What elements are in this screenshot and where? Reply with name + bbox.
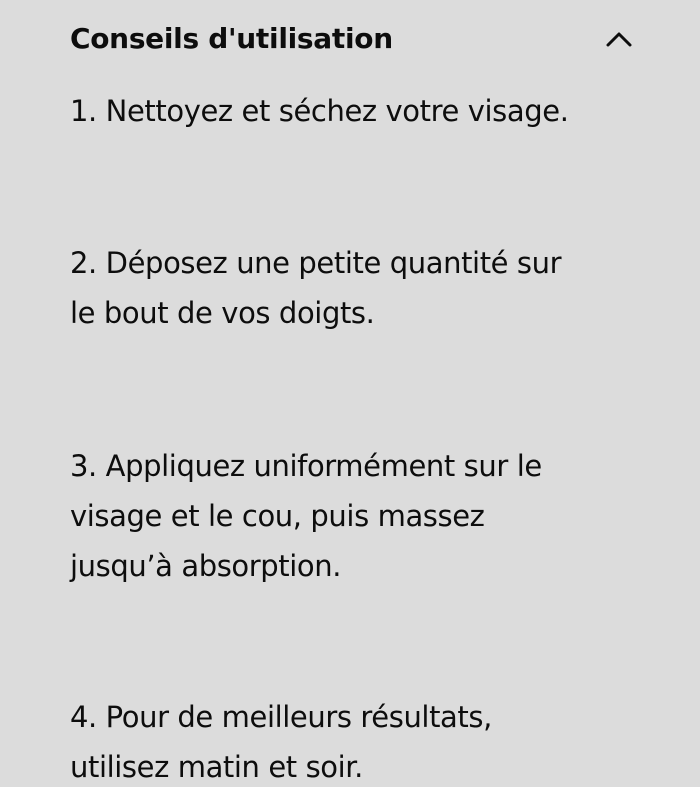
accordion-header[interactable] (70, 16, 635, 62)
usage-step-4: 4. Pour de meilleurs résultats, utilisez matin et soir. (70, 700, 492, 784)
usage-step-3: 3. Appliquez uniformément sur le visage et le cou, puis massez jusqu’à absorption. (70, 449, 542, 583)
usage-step-2: 2. Déposez une petite quantité sur le bout de vos doigts. (70, 246, 562, 330)
chevron-up-icon[interactable] (603, 23, 635, 55)
accordion-title: Conseils d'utilisation (70, 22, 393, 55)
usage-step-1: 1. Nettoyez et séchez votre visage. (70, 94, 569, 128)
